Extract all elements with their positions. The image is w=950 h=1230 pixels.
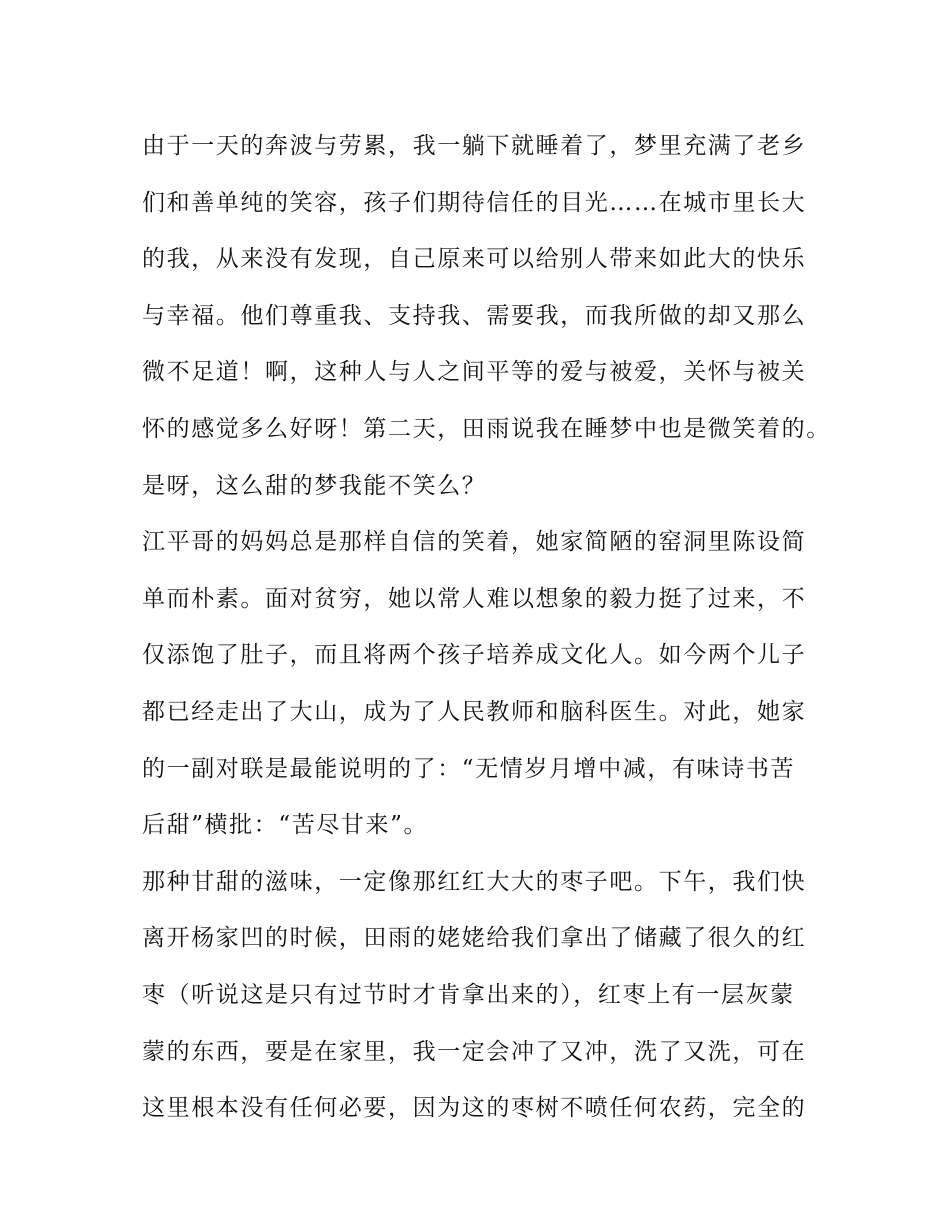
text-line: 的我，从来没有发现，自己原来可以给别人带来如此大的快乐 — [142, 246, 807, 273]
text-line: 枣（听说这是只有过节时才肯拿出来的），红枣上有一层灰蒙 — [142, 981, 795, 1008]
text-line: 江平哥的妈妈总是那样自信的笑着，她家简陋的窑洞里陈设简 — [142, 529, 807, 556]
text-line: 单而朴素。面对贫穷，她以常人难以想象的毅力挺了过来，不 — [142, 585, 807, 612]
text-line: 离开杨家凹的时候，田雨的姥姥给我们拿出了储藏了很久的红 — [142, 925, 807, 952]
text-line: 由于一天的奔波与劳累，我一躺下就睡着了，梦里充满了老乡 — [142, 133, 807, 159]
text-line: 后甜”横批：“苦尽甘来”。 — [142, 812, 429, 839]
text-line: 怀的感觉多么好呀！第二天，田雨说我在睡梦中也是微笑着的。 — [142, 415, 831, 442]
body-text — [142, 130, 942, 1149]
text-line: 都已经走出了大山，成为了人民教师和脑科医生。对此，她家 — [142, 698, 807, 725]
text-line: 蒙的东西，要是在家里，我一定会冲了又冲，洗了又洗，可在 — [142, 1038, 807, 1065]
text-line: 是呀，这么甜的梦我能不笑么？ — [142, 472, 487, 499]
text-line: 与幸福。他们尊重我、支持我、需要我，而我所做的却又那么 — [142, 302, 807, 329]
text-line: 的一副对联是最能说明的了：“无情岁月增中减，有味诗书苦 — [142, 755, 795, 782]
text-line: 微不足道！啊，这种人与人之间平等的爱与被爱，关怀与被关 — [142, 359, 807, 386]
text-line: 那种甘甜的滋味，一定像那红红大大的枣子吧。下午，我们快 — [142, 868, 807, 895]
text-line: 这里根本没有任何必要，因为这的枣树不喷任何农药，完全的 — [142, 1095, 807, 1122]
text-line: 仅添饱了肚子，而且将两个孩子培养成文化人。如今两个儿子 — [142, 642, 807, 669]
text-line: 们和善单纯的笑容，孩子们期待信任的目光……在城市里长大 — [142, 189, 807, 216]
